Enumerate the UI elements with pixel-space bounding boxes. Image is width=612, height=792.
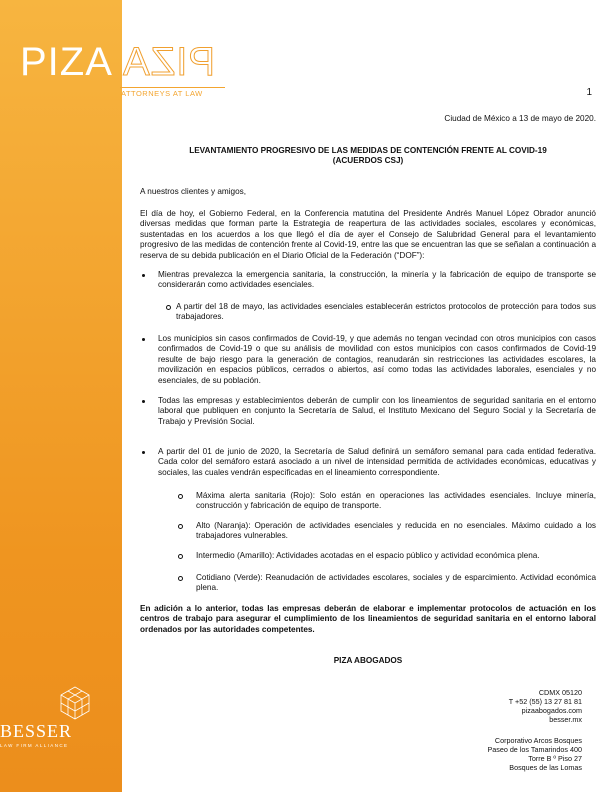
list-item: Mientras prevalezca la emergencia sanitaria, la construcción, la minería y la fabricación de equipo de transporte se considerarán como actividades esenciales. [140,270,596,291]
list-item: Los municipios sin casos confirmados de Covid-19, y que además no tengan vecindad con otros municipios con casos confirmados de Covid-19 o que su análisis de movilidad con estos municipios con casos confirmados de Covid-19 resulte de bajo riesgo para la generación de contagios, reanudarán sin restricciones las actividades escolares, la movilización en espacios públicos, cerrados o abiertos, así como todas las actividades laborales, esenciales y no esenciales, de su población. [140,334,596,386]
orange-sidebar [0,0,122,792]
intro-paragraph: El día de hoy, el Gobierno Federal, en la Conferencia matutina del Presidente Andrés Manuel López Obrador anunció diversas medidas que forman parte la Estrategia de reapertura de las actividades sociales, escolares y económicas, sustentadas en los acuerdos a los que llegó el día de ayer el Consejo de Salubridad General para el levantamiento progresivo de las medidas de contención frente al Covid-19, entre las que se encuentran las que se señalan a continuación a reserva de su debida publicación en el Diario Oficial de la Federación (“DOF”): [140,209,596,260]
circle-bullet-icon [178,524,183,529]
circle-bullet-icon [178,554,183,559]
bullet-icon [142,338,145,341]
signature: PIZA ABOGADOS [333,656,403,665]
address-line: Corporativo Arcos Bosques [494,736,582,745]
bullet-icon [142,451,145,454]
address-line: Paseo de los Tamarindos 400 [487,745,582,754]
circle-bullet-icon [166,305,171,310]
logo-wordmark: PIZA [20,40,113,84]
semaforo-item: Intermedio (Amarillo): Actividades acotadas en el espacio público y actividad económica plena. [178,551,596,561]
page-number: 1 [586,87,592,98]
closing-paragraph: En adición a lo anterior, todas las empresas deberán de elaborar e implementar protocolos de actuación en los centros de trabajo para asegurar el cumplimiento de los lineamientos de seguridad sanitaria en el entorno laboral ordenados por las autoridades competentes. [140,604,596,634]
list-item: A partir del 01 de junio de 2020, la Secretaría de Salud definirá un semáforo semanal para cada entidad federativa. Cada color del semáforo estará asociado a un nivel de intensidad permitida de actividades económicas, educativas y sociales, las cuales vendrán especificadas en el lineamiento correspondiente. [140,447,596,478]
semaforo-item: Máxima alerta sanitaria (Rojo): Solo están en operaciones las actividades esenciales. Incluye minería, construcción y fabricación de equipo de transporte. [178,491,596,512]
contact-line: T +52 (55) 13 27 81 81 [508,697,582,706]
besser-wordmark: BESSER [0,721,73,741]
letter-date: Ciudad de México a 13 de mayo de 2020. [444,114,596,123]
list-item: Todas las empresas y establecimientos deberán de cumplir con los lineamientos de seguridad sanitaria en el entorno laboral que publiquen en conjunto la Secretaría de Salud, el Instituto Mexicano del Seguro Social y la Secretaría de Trabajo y Previsión Social. [140,396,596,427]
contact-line: CDMX 05120 [538,688,582,697]
address-block [487,736,582,772]
letter-title [140,146,596,167]
besser-tagline: LAW FIRM ALLIANCE [0,743,69,748]
sub-list-item: A partir del 18 de mayo, las actividades esenciales establecerán estrictos protocolos de protección para todos sus trabajadores. [166,302,596,323]
bullet-icon [142,400,145,403]
logo-underline [120,87,225,88]
besser-cube-icon [60,686,90,720]
logo-tagline: ATTORNEYS AT LAW [121,89,203,98]
piza-logo [20,40,220,110]
title-line-2: (ACUERDOS CSJ) [332,156,404,166]
circle-bullet-icon [178,494,183,499]
semaforo-item: Cotidiano (Verde): Reanudación de actividades escolares, sociales y de esparcimiento. Actividad económica plena. [178,573,596,594]
semaforo-item: Alto (Naranja): Operación de actividades esenciales y reducida en no esenciales. Máximo cuidado a los trabajadores vulnerables. [178,521,596,542]
title-line-1: LEVANTAMIENTO PROGRESIVO DE LAS MEDIDAS DE CONTENCIÓN FRENTE AL COVID-19 [189,146,547,155]
contact-link[interactable]: pizaabogados.com [521,706,582,715]
address-line: Bosques de las Lomas [509,763,582,772]
bullet-icon [142,274,145,277]
contact-link[interactable]: besser.mx [549,715,582,724]
greeting: A nuestros clientes y amigos, [140,187,247,196]
circle-bullet-icon [178,576,183,581]
logo-mirror-wordmark: PIZA [122,40,215,84]
address-line: Torre B º Piso 27 [528,754,582,763]
contact-block [509,688,582,724]
